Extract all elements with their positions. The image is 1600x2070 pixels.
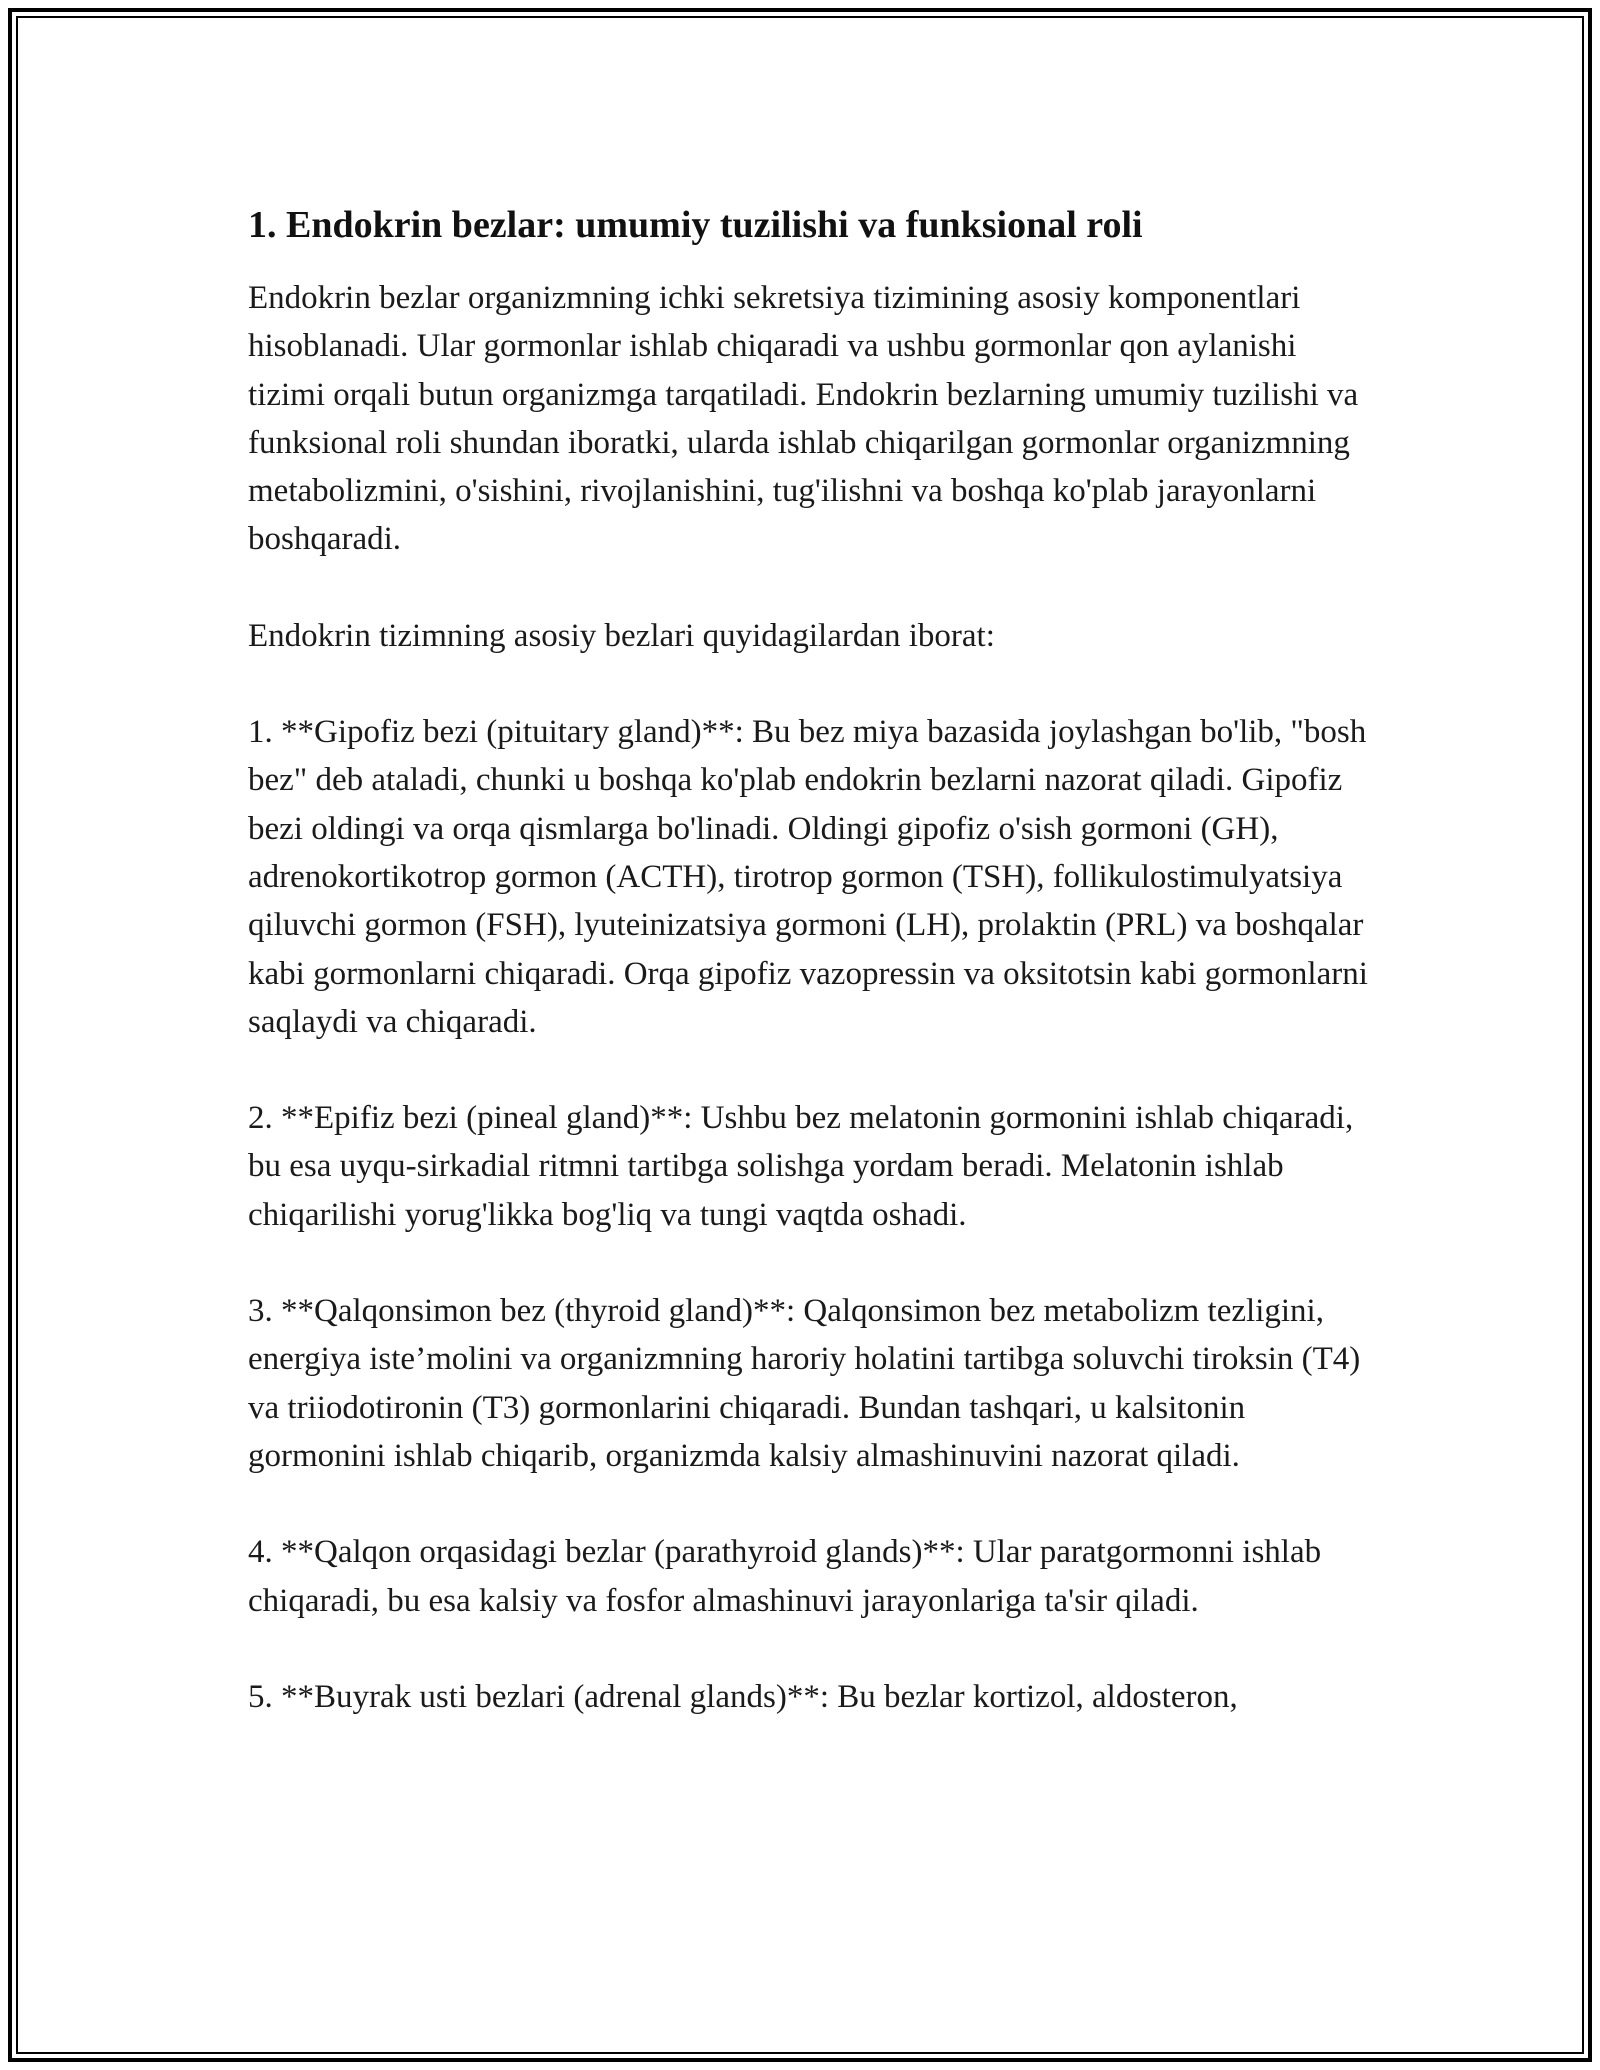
section-heading: 1. Endokrin bezlar: umumiy tuzilishi va funksional roli <box>248 204 1143 246</box>
list-item-pituitary-gland: 1. **Gipofiz bezi (pituitary gland)**: Bu bez miya bazasida joylashgan bo'lib, "bosh bez" deb ataladi, chunki u boshqa ko'plab endokrin bezlarni nazorat qiladi. Gipofiz bezi oldingi va orqa qismlarga bo'linadi. Oldingi gipofiz o'sish gormoni (GH), adrenokortikotrop gormon (ACTH), tirotrop gormon (TSH), follikulostimulyatsiya qiluvchi gormon (FSH), lyuteinizatsiya gormoni (LH), prolaktin (PRL) va boshqalar kabi gormonlarni chiqaradi. Orqa gipofiz vazopressin va oksitotsin kabi gormonlarni saqlaydi va chiqaradi. <box>248 714 1368 1040</box>
list-intro-paragraph: Endokrin tizimning asosiy bezlari quyidagilardan iborat: <box>248 617 995 654</box>
list-item-parathyroid-glands: 4. **Qalqon orqasidagi bezlar (parathyroid glands)**: Ular paratgormonni ishlab chiqaradi, bu esa kalsiy va fosfor almashinuvi jarayonlariga ta'sir qiladi. <box>248 1534 1322 1619</box>
intro-paragraph: Endokrin bezlar organizmning ichki sekretsiya tizimining asosiy komponentlari hisoblanadi. Ular gormonlar ishlab chiqaradi va ushbu gormonlar qon aylanishi tizimi orqali butun organizmga tarqatiladi. Endokrin bezlarning umumiy tuzilishi va funksional roli shundan iboratki, ularda ishlab chiqarilgan gormonlar organizmning metabolizmini, o'sishini, rivojlanishini, tug'ilishni va boshqa ko'plab jarayonlarni boshqaradi. <box>248 280 1359 558</box>
list-item-thyroid-gland: 3. **Qalqonsimon bez (thyroid gland)**: Qalqonsimon bez metabolizm tezligini, energiya iste’molini va organizmning haroriy holatini tartibga soluvchi tiroksin (T4) va triiodotironin (T3) gormonlarini chiqaradi. Bundan tashqari, u kalsitonin gormonini ishlab chiqarib, organizmda kalsiy almashinuvini nazorat qiladi. <box>248 1293 1361 1474</box>
document-content <box>248 198 1378 1721</box>
list-item-pineal-gland: 2. **Epifiz bezi (pineal gland)**: Ushbu bez melatonin gormonini ishlab chiqaradi, bu esa uyqu-sirkadial ritmni tartibga solishga yordam beradi. Melatonin ishlab chiqarilishi yorug'likka bog'liq va tungi vaqtda oshadi. <box>248 1100 1354 1233</box>
list-item-adrenal-glands: 5. **Buyrak usti bezlari (adrenal glands)**: Bu bezlar kortizol, aldosteron, <box>248 1678 1238 1715</box>
page-frame <box>8 8 1592 2062</box>
